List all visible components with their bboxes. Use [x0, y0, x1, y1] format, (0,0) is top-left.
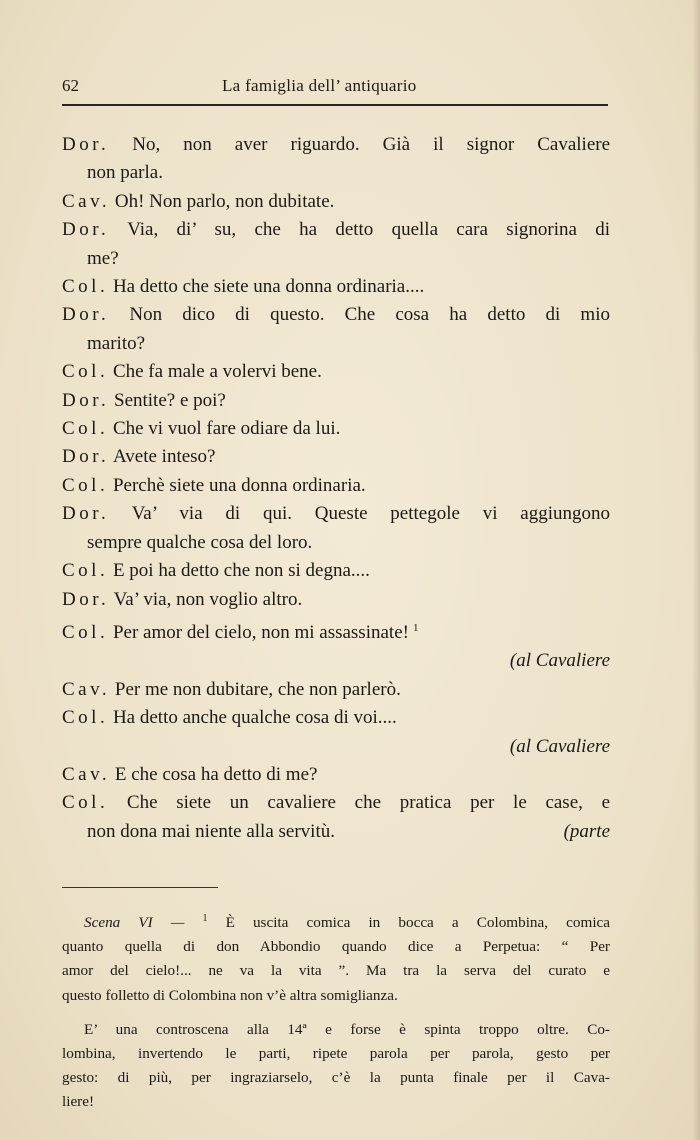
line-text: Avete inteso? — [112, 446, 216, 468]
line-text: non dona mai niente alla servitù. — [87, 820, 335, 842]
header-rule — [62, 104, 608, 106]
dialogue-line — [62, 789, 610, 817]
dialogue-line — [62, 131, 610, 159]
line-text: Oh! Non parlo, non dubitate. — [114, 190, 335, 212]
speaker-name: Dor. — [62, 304, 110, 326]
speaker-name: Col. — [62, 621, 109, 643]
dialogue-line — [62, 387, 610, 415]
line-text: Che siete un cavaliere che pratica per le case, e — [126, 792, 611, 814]
line-text: Sentite? e poi? — [114, 389, 226, 411]
footnotes — [62, 907, 611, 1115]
line-text: Che fa male a volervi bene. — [112, 361, 322, 383]
dialogue-line-continuation — [62, 529, 610, 557]
dialogue-line — [62, 273, 610, 301]
dialogue-line — [62, 557, 610, 585]
dialogue-line — [62, 614, 610, 647]
page-header — [62, 76, 608, 100]
dialogue-line-continuation — [62, 159, 610, 187]
line-text: Ha detto anche qualche cosa di voi.... — [112, 707, 397, 729]
line-text: No, non aver riguardo. Già il signor Cavaliere — [132, 134, 611, 155]
line-text: Non dico di questo. Che cosa ha detto di mio — [129, 304, 610, 326]
line-text: Va’ via, non voglio altro. — [113, 588, 303, 610]
dialogue-line — [62, 415, 610, 443]
speaker-name: Cav. — [62, 763, 111, 785]
dialogue-line — [62, 586, 610, 614]
speaker-name: Dor. — [62, 446, 110, 468]
speaker-name: Col. — [62, 361, 109, 383]
dialogue-line — [62, 188, 610, 216]
speaker-name: Dor. — [62, 219, 110, 241]
footnote-rule — [62, 887, 218, 888]
speaker-name: Dor. — [62, 389, 110, 411]
footnote-line: liere! — [62, 1093, 95, 1111]
dialogue-line-continuation — [62, 818, 610, 846]
speaker-name: Cav. — [62, 190, 111, 212]
footnote-line — [84, 907, 610, 935]
stage-direction: (parte — [563, 820, 610, 842]
dialogue-line — [62, 443, 610, 471]
speaker-name: Col. — [62, 418, 109, 440]
line-text: Ha detto che siete una donna ordinaria.... — [112, 276, 425, 298]
footnote-line: E’ una controscena alla 14ª e forse è spinta troppo oltre. Co- — [84, 1020, 610, 1038]
running-title: La famiglia dell’ antiquario — [222, 76, 417, 95]
footnote-text: È uscita comica in bocca a Colombina, comica — [225, 914, 611, 931]
footnote-line: quanto quella di don Abbondio quando dice a Perpetua: “ Per — [62, 938, 610, 956]
dialogue-line — [62, 761, 610, 789]
footnote-paragraph — [62, 907, 611, 1008]
speaker-name: Col. — [62, 474, 109, 496]
dialogue-text — [62, 131, 610, 846]
line-text: Per amor del cielo, non mi assassinate! — [112, 621, 409, 643]
speaker-name: Col. — [62, 560, 109, 582]
footnote-line: questo folletto di Colombina non v’è altra somiglianza. — [62, 986, 398, 1004]
stage-direction: (al Cavaliere — [509, 735, 610, 757]
dialogue-line — [62, 216, 610, 244]
line-text: Che vi vuol fare odiare da lui. — [112, 418, 341, 440]
dialogue-line — [62, 358, 610, 386]
dialogue-line — [62, 676, 610, 704]
line-text: Va’ via di qui. Queste pettegole vi aggiungono — [131, 503, 610, 525]
dialogue-line-continuation — [62, 330, 610, 358]
dialogue-line — [62, 500, 610, 528]
line-text: E che cosa ha detto di me? — [114, 763, 318, 785]
speaker-name: Dor. — [62, 503, 110, 525]
line-text: non parla. — [87, 162, 163, 184]
footnote-line: gesto: di più, per ingraziarselo, c’è la punta finale per il Cava- — [62, 1069, 610, 1087]
speaker-name: Dor. — [62, 134, 110, 155]
line-text: sempre qualche cosa del loro. — [87, 531, 313, 553]
line-text: Perchè siete una donna ordinaria. — [112, 474, 366, 496]
footnote-line: lombina, invertendo le parti, ripete parola per parola, gesto per — [62, 1045, 610, 1063]
footnote-reference: 1 — [412, 621, 419, 634]
dialogue-line — [62, 704, 610, 732]
dialogue-line — [62, 301, 610, 329]
scene-label: Scena VI — — [84, 914, 185, 931]
speaker-name: Dor. — [62, 588, 110, 610]
line-text: Per me non dubitare, che non parlerò. — [114, 678, 401, 700]
footnote-line: amor del cielo!... ne va la vita ”. Ma tra la serva del curato e — [62, 962, 610, 980]
line-text: Via, di’ su, che ha detto quella cara signorina di — [127, 219, 610, 241]
line-text: me? — [87, 247, 119, 269]
speaker-name: Col. — [62, 707, 109, 729]
page-number: 62 — [62, 76, 79, 95]
footnote-paragraph — [62, 1018, 610, 1115]
stage-direction: (al Cavaliere — [509, 650, 610, 672]
dialogue-line — [62, 472, 610, 500]
speaker-name: Col. — [62, 276, 109, 298]
page-edge-shadow — [692, 0, 700, 1140]
speaker-name: Cav. — [62, 678, 111, 700]
footnote-marker: 1 — [202, 913, 208, 924]
speaker-name: Col. — [62, 792, 109, 814]
line-text: marito? — [87, 332, 146, 354]
dialogue-line-continuation — [62, 245, 610, 273]
line-text: E poi ha detto che non si degna.... — [112, 560, 370, 582]
